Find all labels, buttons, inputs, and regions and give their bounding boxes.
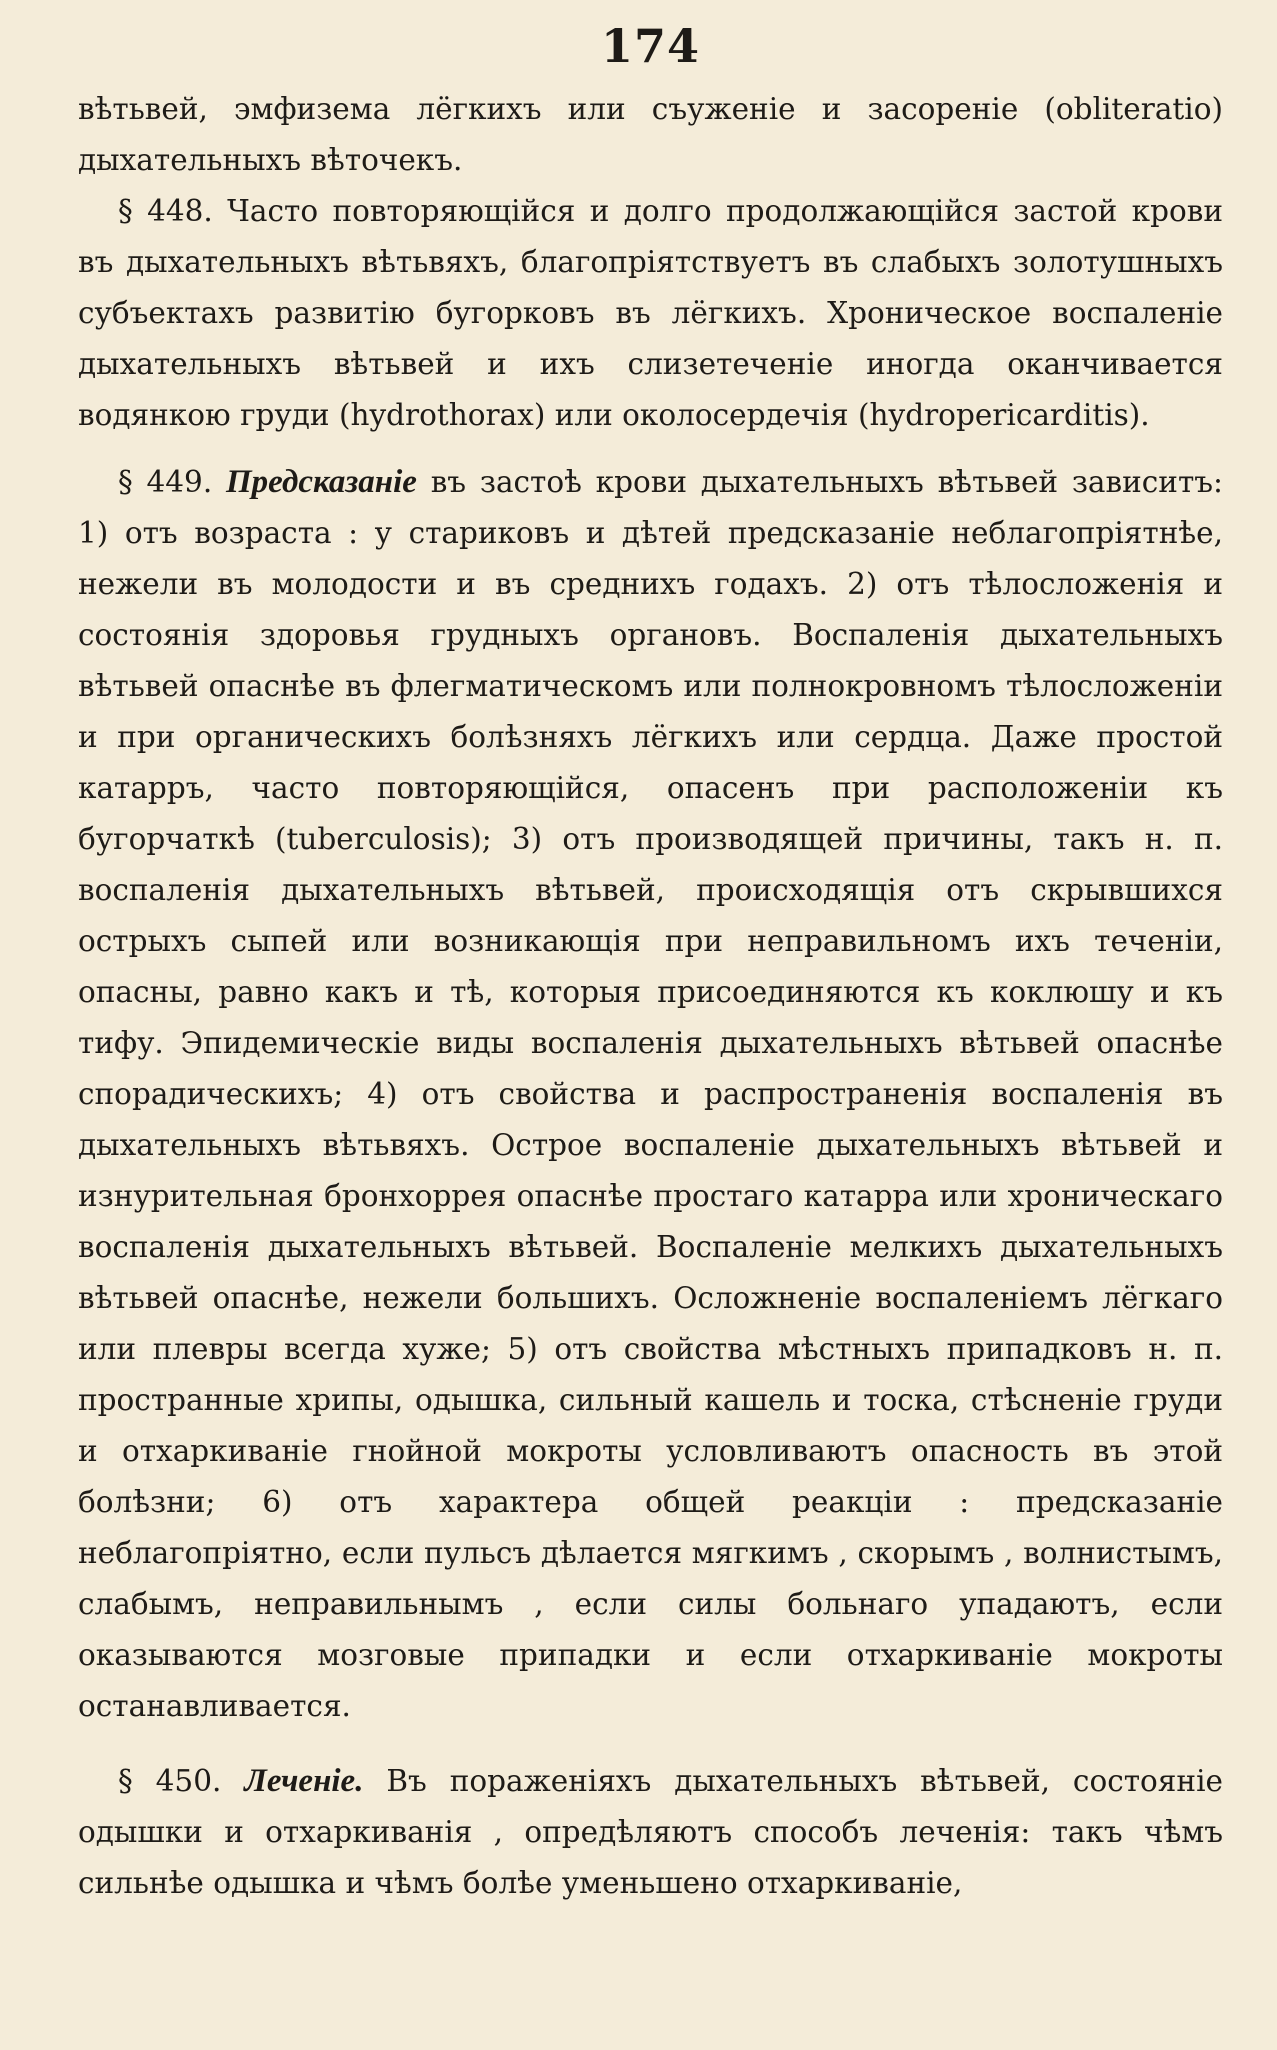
section-number-450: § 450.	[118, 1764, 222, 1798]
paragraph-448	[78, 186, 1223, 441]
paragraph-449	[78, 457, 1223, 1732]
paragraph-450	[78, 1756, 1223, 1909]
page-body	[78, 84, 1223, 1909]
section-heading-treatment: Леченіе.	[244, 1763, 364, 1799]
page-number: 174	[600, 19, 701, 73]
section-heading-prognosis: Предсказаніе	[225, 464, 417, 500]
paragraph-text-450: Въ пораженіяхъ дыхательныхъ вѣтьвей, состояніе одышки и отхаркиванія , опредѣляютъ способъ леченія: такъ чѣмъ сильнѣе одышка и чѣмъ болѣе уменьшено отхаркиваніе,	[78, 1764, 1223, 1900]
continuation-text: вѣтьвей, эмфизема лёгкихъ или съуженіе и засореніе (obliteratio) дыхательныхъ вѣточекъ.	[78, 92, 1223, 177]
section-number-449: § 449.	[118, 465, 213, 499]
paragraph-text-449: въ застоѣ крови дыхательныхъ вѣтьвей зависитъ: 1) отъ возраста : у стариковъ и дѣтей предсказаніе неблагопріятнѣе, нежели въ молодости и въ среднихъ годахъ. 2) отъ тѣлосложенія и состоянія здоровья грудныхъ органовъ. Воспаленія дыхательныхъ вѣтьвей опаснѣе въ флегматическомъ или полнокровномъ тѣлосложеніи и при органическихъ болѣзняхъ лёгкихъ или сердца. Даже простой катарръ, часто повторяющійся, опасенъ при расположеніи къ бугорчаткѣ (tuberculosis); 3) отъ производящей причины, такъ н. п. воспаленія дыхательныхъ вѣтьвей, происходящія отъ скрывшихся острыхъ сыпей или возникающія при неправильномъ ихъ теченіи, опасны, равно какъ и тѣ, которыя присоединяются къ коклюшу и къ тифу. Эпидемическіе виды воспаленія дыхательныхъ вѣтьвей опаснѣе спорадическихъ; 4) отъ свойства и распространенія воспаленія въ дыхательныхъ вѣтьвяхъ. Острое воспаленіе дыхательныхъ вѣтьвей и изнурительная бронхоррея опаснѣе простаго катарра или хроническаго воспаленія дыхательныхъ вѣтьвей. Воспаленіе мелкихъ дыхательныхъ вѣтьвей опаснѣе, нежели большихъ. Осложненіе воспаленіемъ лёгкаго или плевры всегда хуже; 5) отъ свойства мѣстныхъ припадковъ н. п. пространные хрипы, одышка, сильный кашель и тоска, стѣсненіе груди и отхаркиваніе гнойной мокроты условливаютъ опасность въ этой болѣзни; 6) отъ характера общей реакціи : предсказаніе неблагопріятно, если пульсъ дѣлается мягкимъ , скорымъ , волнистымъ, слабымъ, неправильнымъ , если силы больнаго упадаютъ, если оказываются мозговые припадки и если отхаркиваніе мокроты останавливается.	[78, 465, 1223, 1723]
section-number-448: § 448.	[118, 194, 213, 228]
paragraph-text-448: Часто повторяющійся и долго продолжающійся застой крови въ дыхательныхъ вѣтьвяхъ, благопріятствуетъ въ слабыхъ золотушныхъ субъектахъ развитію бугорковъ въ лёгкихъ. Хроническое воспаленіе дыхательныхъ вѣтьвей и ихъ слизетеченіе иногда оканчивается водянкою груди (hydrothorax) или околосердечія (hydropericarditis).	[78, 194, 1223, 432]
